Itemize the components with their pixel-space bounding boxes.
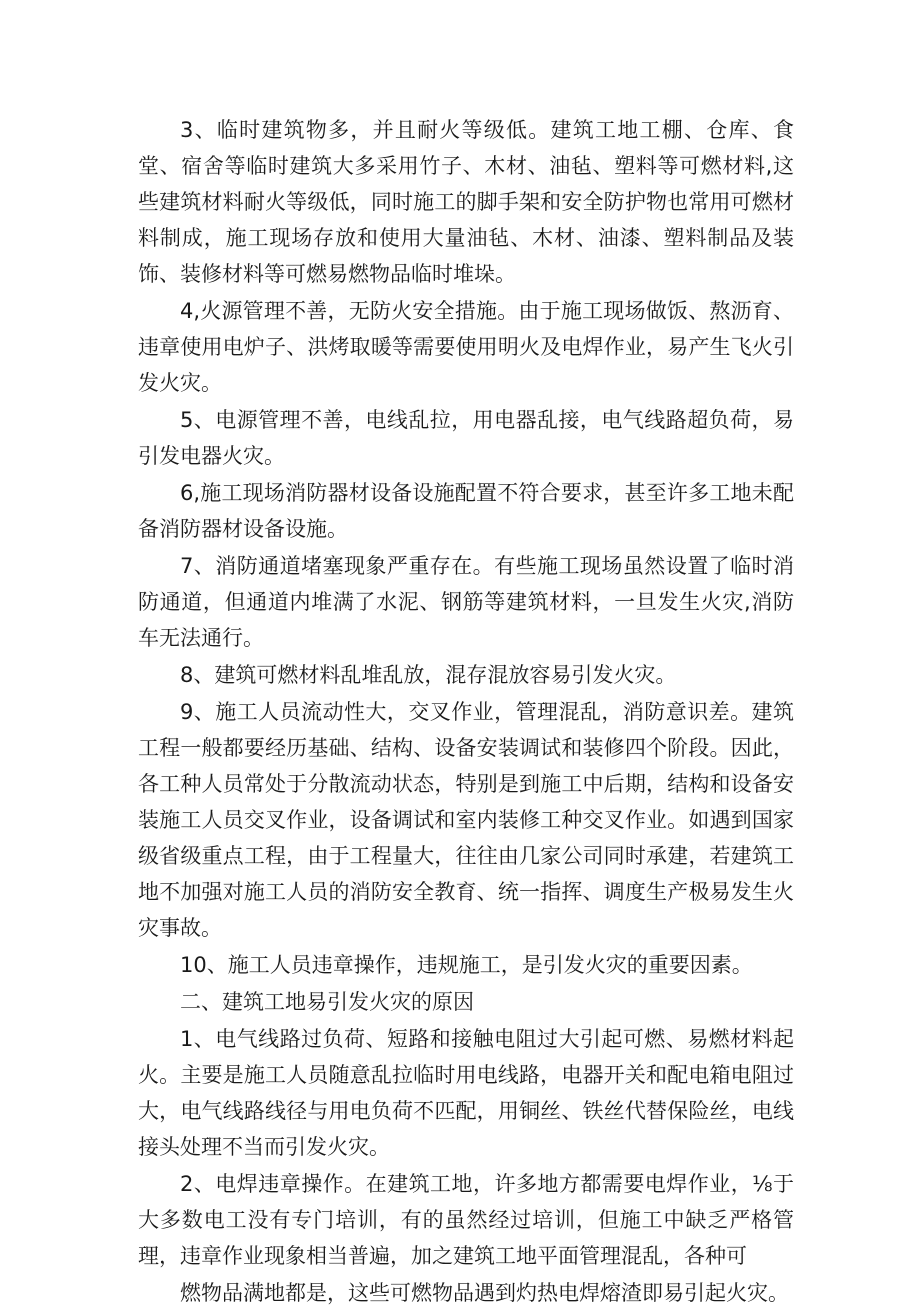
document-body [138, 112, 794, 1311]
paragraph-item-5: 5、电源管理不善，电线乱拉，用电器乱接，电气线路超负荷，易引发电器火灾。 [138, 408, 794, 468]
paragraph-item-4: 4,火源管理不善，无防火安全措施。由于施工现场做饭、熬沥育、违章使用电炉子、洪烤取暖等需要使用明火及电焊作业，易产生飞火引发火灾。 [138, 299, 794, 395]
paragraph-item-3: 3、临时建筑物多，并且耐火等级低。建筑工地工棚、仓库、食堂、宿舍等临时建筑大多采用竹子、木材、油毡、塑料等可燃材料,这些建筑材料耐火等级低，同时施工的脚手架和安全防护物也常用可燃材料制成，施工现场存放和使用大量油毡、木材、油漆、塑料制品及装饰、装修材料等可燃易燃物品临时堆垛。 [138, 118, 794, 286]
paragraph-cause-2: 2、电焊违章操作。在建筑工地，许多地方都需要电焊作业，⅛于大多数电工没有专门培训，有的虽然经过培训，但施工中缺乏严格管理，违章作业现象相当普遍，加之建筑工地平面管理混乱，各种可 [138, 1172, 794, 1268]
paragraph-item-9: 9、施工人员流动性大，交叉作业，管理混乱，消防意识差。建筑工程一般都要经历基础、结构、设备安装调试和装修四个阶段。因此，各工种人员常处于分散流动状态，特别是到施工中后期，结构和设备安装施工人员交叉作业，设备调试和室内装修工种交叉作业。如遇到国家级省级重点工程，由于工程量大，往往由几家公司同时承建，若建筑工地不加强对施工人员的消防安全教育、统一指挥、调度生产极易发生火灾事故。 [138, 700, 794, 940]
paragraph-item-8: 8、建筑可燃材料乱堆乱放，混存混放容易引发火灾。 [180, 663, 677, 687]
section-heading: 二、建筑工地易引发火灾的原因 [180, 990, 474, 1014]
paragraph-item-10: 10、施工人员违章操作，违规施工，是引发火灾的重要因素。 [180, 953, 753, 977]
paragraph-item-7: 7、消防通道堵塞现象严重存在。有些施工现场虽然设置了临时消防通道，但通道内堆满了水泥、钢筋等建筑材料，一旦发生火灾,消防车无法通行。 [138, 554, 794, 650]
paragraph-cause-1: 1、电气线路过负荷、短路和接触电阻过大引起可燃、易燃材料起火。主要是施工人员随意乱拉临时用电线路，电器开关和配电箱电阻过大，电气线路线径与用电负荷不匹配，用铜丝、铁丝代替保险丝，电线接头处理不当而引发火灾。 [138, 1027, 794, 1159]
paragraph-item-6: 6,施工现场消防器材设备设施配置不符合要求，甚至许多工地未配备消防器材设备设施。 [138, 481, 794, 541]
paragraph-cause-2-continued: 燃物品满地都是，这些可燃物品遇到灼热电焊熔渣即易引起火灾。 [180, 1281, 789, 1305]
